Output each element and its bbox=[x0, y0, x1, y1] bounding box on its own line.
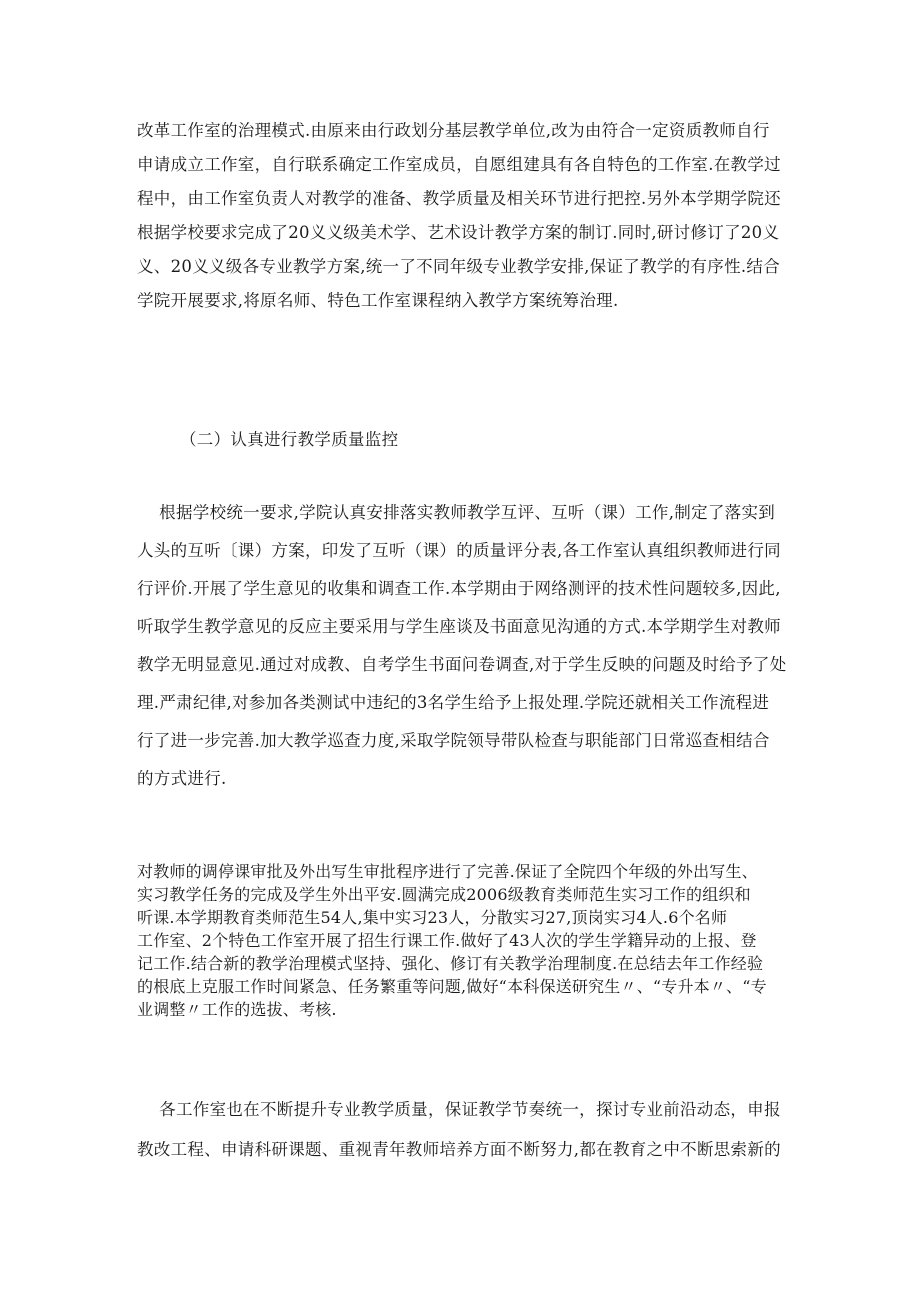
text-line: 程中，由工作室负责人对教学的准备、教学质量及相关环节进行把控.另外本学期学院还 bbox=[137, 189, 781, 208]
text-line: 申请成立工作室，自行联系确定工作室成员，自愿组建具有各自特色的工作室.在教学过 bbox=[137, 155, 781, 174]
text-line: 实习教学任务的完成及学生外出平安.圆满完成2006级教育类师范生实习工作的组织和 bbox=[137, 885, 751, 904]
paragraph-teaching-reform bbox=[137, 114, 797, 318]
text-line: 业调整〃工作的选拔、考核. bbox=[137, 1000, 337, 1019]
text-line: 工作室、2个特色工作室开展了招生行课工作.做好了43人次的学生学籍异动的上报、登 bbox=[137, 931, 757, 950]
section-heading: （二）认真进行教学质量监控 bbox=[180, 430, 399, 449]
text-line: 人头的互听〔课）方案，印发了互听（课）的质量评分表,各工作室认真组织教师进行同 bbox=[137, 541, 781, 560]
text-line: 学院开展要求,将原名师、特色工作室课程纳入教学方案统筹治理. bbox=[137, 291, 619, 310]
text-line: 的根底上克服工作时间紧急、任务繁重等问题,做好“本科保送研究生〃、“专升本〃、“专 bbox=[137, 977, 767, 996]
paragraph-studio-efforts bbox=[137, 1090, 797, 1170]
text-line: 对教师的调停课审批及外出写生审批程序进行了完善.保证了全院四个年级的外出写生、 bbox=[137, 862, 758, 881]
text-line: 各工作室也在不断提升专业教学质量，保证教学节奏统一，探讨专业前沿动态，申报 bbox=[137, 1100, 781, 1119]
text-line: 行了进一步完善.加大教学巡查力度,采取学院领导带队检查与职能部门日常巡查相结合 bbox=[137, 731, 770, 750]
paragraph-quality-monitoring bbox=[137, 494, 797, 798]
text-line: 义、20义义级各专业教学方案,统一了不同年级专业教学安排,保证了教学的有序性.结合 bbox=[137, 257, 781, 276]
text-line: 根据学校要求完成了20义义级美术学、艺术设计教学方案的制订.同时,研讨修订了20义 bbox=[137, 223, 780, 242]
text-line: 理.严肃纪律,对参加各类测试中违纪的3名学生给予上报处理.学院还就相关工作流程进 bbox=[137, 693, 770, 712]
text-line: 根据学校统一要求,学院认真安排落实教师教学互评、互听（课）工作,制定了落实到 bbox=[137, 503, 776, 522]
text-line: 教学无明显意见.通过对成教、自考学生书面问卷调查,对于学生反映的问题及时给予了处 bbox=[137, 655, 787, 674]
text-line: 听取学生教学意见的反应主要采用与学生座谈及书面意见沟通的方式.本学期学生对教师 bbox=[137, 617, 781, 636]
text-line: 记工作.结合新的教学治理模式坚持、强化、修订有关教学治理制度.在总结去年工作经验 bbox=[137, 954, 764, 973]
text-line: 行评价.开展了学生意见的收集和调查工作.本学期由于网络测评的技术性问题较多,因此, bbox=[137, 579, 781, 598]
text-line: 的方式进行. bbox=[137, 769, 227, 788]
text-line: 教改工程、申请科研课题、重视青年教师培养方面不断努力,都在教育之中不断思索新的 bbox=[137, 1140, 781, 1159]
paragraph-internship-work bbox=[137, 860, 797, 1021]
text-line: 听课.本学期教育类师范生54人,集中实习23人，分散实习27,顶岗实习4人.6个名师 bbox=[137, 908, 728, 927]
text-line: 改革工作室的治理模式.由原来由行政划分基层教学单位,改为由符合一定资质教师自行 bbox=[137, 121, 770, 140]
